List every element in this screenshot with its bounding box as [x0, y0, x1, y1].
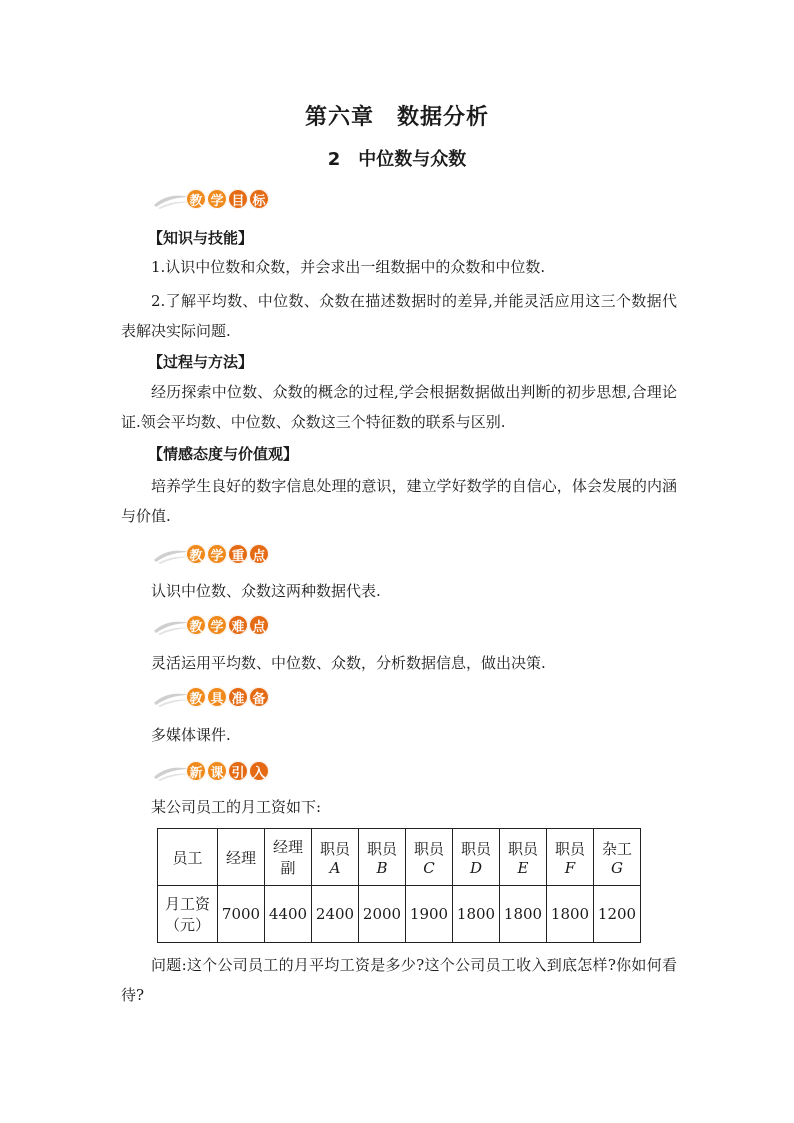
paragraph-intro: 某公司员工的月工资如下:	[151, 798, 322, 816]
paragraph-process: 经历探索中位数、众数的概念的过程,学会根据数据做出判断的初步思想,合理论证.领会平均数、中位数、众数这三个特征数的联系与区别.	[121, 383, 677, 431]
badge-char: 学	[207, 544, 227, 564]
badge-char: 具	[207, 687, 227, 707]
col-top: 职员	[507, 839, 538, 858]
table-header-cell	[359, 829, 406, 886]
table-header-cell	[547, 829, 594, 886]
table-header-cell	[500, 829, 547, 886]
badge-char: 教	[186, 544, 206, 564]
paragraph-materials: 多媒体课件.	[151, 726, 231, 744]
badge-char: 引	[228, 761, 248, 781]
heading-introduction	[152, 759, 270, 783]
table-header-cell	[312, 829, 359, 886]
table-cell: 1800	[500, 886, 547, 943]
label-line: （元）	[164, 916, 210, 934]
badge-char: 新	[186, 761, 206, 781]
badge-char: 标	[249, 189, 269, 209]
badge-char: 教	[186, 189, 206, 209]
chapter-title: 第六章 数据分析	[304, 105, 489, 130]
heading-objectives	[152, 187, 270, 211]
table-header-cell	[453, 829, 500, 886]
col-top: 职员	[554, 839, 585, 858]
paragraph-question: 问题:这个公司员工的月平均工资是多少?这个公司员工收入到底怎样?你如何看待?	[121, 956, 677, 1004]
col-top: 经理	[272, 838, 303, 856]
table-row-header	[158, 829, 641, 886]
subheading-attitude: 【情感态度与价值观】	[148, 445, 299, 463]
table-cell: 1800	[547, 886, 594, 943]
table-row-salary	[158, 886, 641, 943]
col-bottom: C	[423, 858, 435, 877]
badge-char: 准	[228, 687, 248, 707]
paragraph-attitude: 培养学生良好的数字信息处理的意识，建立学好数学的自信心，体会发展的内涵与价值.	[121, 477, 677, 525]
table-cell: 7000	[218, 886, 265, 943]
table-cell: 1200	[594, 886, 641, 943]
badge-char: 教	[186, 615, 206, 635]
badge-char: 入	[249, 761, 269, 781]
col-bottom: E	[517, 858, 529, 877]
badge-char: 点	[249, 615, 269, 635]
col-top: 职员	[413, 839, 444, 858]
badge-char: 学	[207, 615, 227, 635]
col-bottom: A	[329, 858, 341, 877]
col-top: 经理	[225, 848, 256, 867]
badge-char: 重	[228, 544, 248, 564]
paragraph-knowledge-1: 1.认识中位数和众数，并会求出一组数据中的众数和中位数.	[151, 258, 546, 276]
col-bottom: D	[469, 858, 483, 877]
table-header-cell	[594, 829, 641, 886]
table-header-cell	[218, 829, 265, 886]
table-header-cell	[406, 829, 453, 886]
badge-char: 目	[228, 189, 248, 209]
table-cell: 4400	[265, 886, 312, 943]
table-cell: 2000	[359, 886, 406, 943]
col-bottom: B	[376, 858, 388, 877]
col-top: 职员	[366, 839, 397, 858]
col-bottom: 副	[280, 859, 296, 877]
col-bottom: G	[611, 858, 623, 877]
table-cell: 1800	[453, 886, 500, 943]
badge-char: 教	[186, 687, 206, 707]
table-header-cell	[265, 829, 312, 886]
heading-key-points	[152, 542, 270, 566]
label-line: 月工资	[164, 895, 210, 913]
badge-char: 课	[207, 761, 227, 781]
table-row-label	[158, 886, 218, 943]
col-top: 职员	[319, 839, 350, 858]
heading-difficulties	[152, 613, 270, 637]
paragraph-key-points: 认识中位数、众数这两种数据代表.	[151, 582, 381, 600]
paragraph-difficulties: 灵活运用平均数、中位数、众数，分析数据信息，做出决策.	[151, 654, 546, 672]
subheading-knowledge: 【知识与技能】	[148, 229, 254, 247]
salary-table	[157, 828, 641, 943]
badge-char: 点	[249, 544, 269, 564]
table-cell: 2400	[312, 886, 359, 943]
table-cell: 1900	[406, 886, 453, 943]
table-header-cell: 员工	[158, 829, 218, 886]
col-top: 杂工	[601, 839, 632, 858]
badge-char: 备	[249, 687, 269, 707]
badge-char: 难	[228, 615, 248, 635]
heading-materials	[152, 685, 270, 709]
badge-char: 学	[207, 189, 227, 209]
paragraph-knowledge-2: 2.了解平均数、中位数、众数在描述数据时的差异,并能灵活应用这三个数据代表解决实际问题.	[121, 292, 677, 340]
subheading-process: 【过程与方法】	[148, 353, 254, 371]
col-top: 职员	[460, 839, 491, 858]
col-bottom: F	[564, 858, 576, 877]
section-title: 2 中位数与众数	[327, 149, 467, 170]
